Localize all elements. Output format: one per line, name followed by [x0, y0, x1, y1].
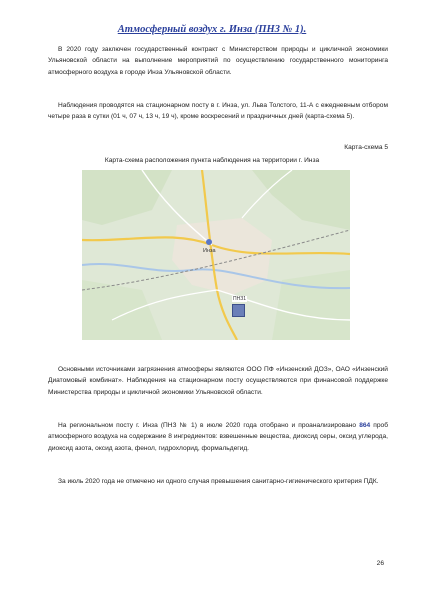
map-drawing [82, 170, 350, 340]
paragraph-observations-text: Наблюдения проводятся на стационарном посту в г. Инза, ул. Льва Толстого, 11-А с ежедневным отбором четыре раза в сутки (01 ч, 07 ч, 13 ч, 19 ч), кроме воскресений и праздничных дней (карта-схема 5). [48, 102, 388, 121]
map-caption: Карта-схема расположения пункта наблюдения на территории г. Инза [104, 157, 320, 164]
city-marker-icon [206, 239, 212, 245]
paragraph-observations [48, 100, 388, 123]
paragraph-conclusion [48, 476, 388, 487]
paragraph-samples-before: На региональном посту г. Инза (ПНЗ № 1) в июле 2020 года отобрано и проанализировано [58, 422, 360, 429]
post-marker-icon [232, 304, 245, 317]
paragraph-samples [48, 420, 388, 454]
city-label: Инза [203, 248, 216, 254]
paragraph-contract-text: В 2020 году заключен государственный контракт с Министерством природы и цикличной экономики Ульяновской области на выполнение мероприятий по осуществлению государственного мониторинга атмосферного воздуха в городе Инза Ульяновской области. [48, 46, 388, 76]
map-label: Карта-схема 5 [344, 144, 388, 151]
paragraph-conclusion-text: За июль 2020 года не отмечено ни одного случая превышения санитарно-гигиенического критерия ПДК. [58, 478, 379, 485]
paragraph-samples-after: проб атмосферного воздуха на содержание 8 ингредиентов: взвешенные вещества, диоксид серы, оксид углерода, диоксид азота, оксид азота, фенол, гидрохлорид, формальдегид. [48, 422, 388, 452]
page-number: 26 [376, 560, 384, 567]
samples-count: 864 [359, 422, 371, 429]
paragraph-sources-text: Основными источниками загрязнения атмосферы являются ООО ПФ «Инзенский ДОЗ», ОАО «Инзенский Диатомовый комбинат». Наблюдения на стационарном посту осуществляются при финансовой поддержке Министерства природы и цикличной экономики Ульяновской области. [48, 366, 388, 396]
location-map [82, 170, 350, 340]
post-label: ПНЗ1 [233, 296, 247, 302]
page-title: Атмосферный воздух г. Инза (ПНЗ № 1). [117, 24, 307, 35]
paragraph-sources [48, 364, 388, 398]
paragraph-contract [48, 44, 388, 78]
